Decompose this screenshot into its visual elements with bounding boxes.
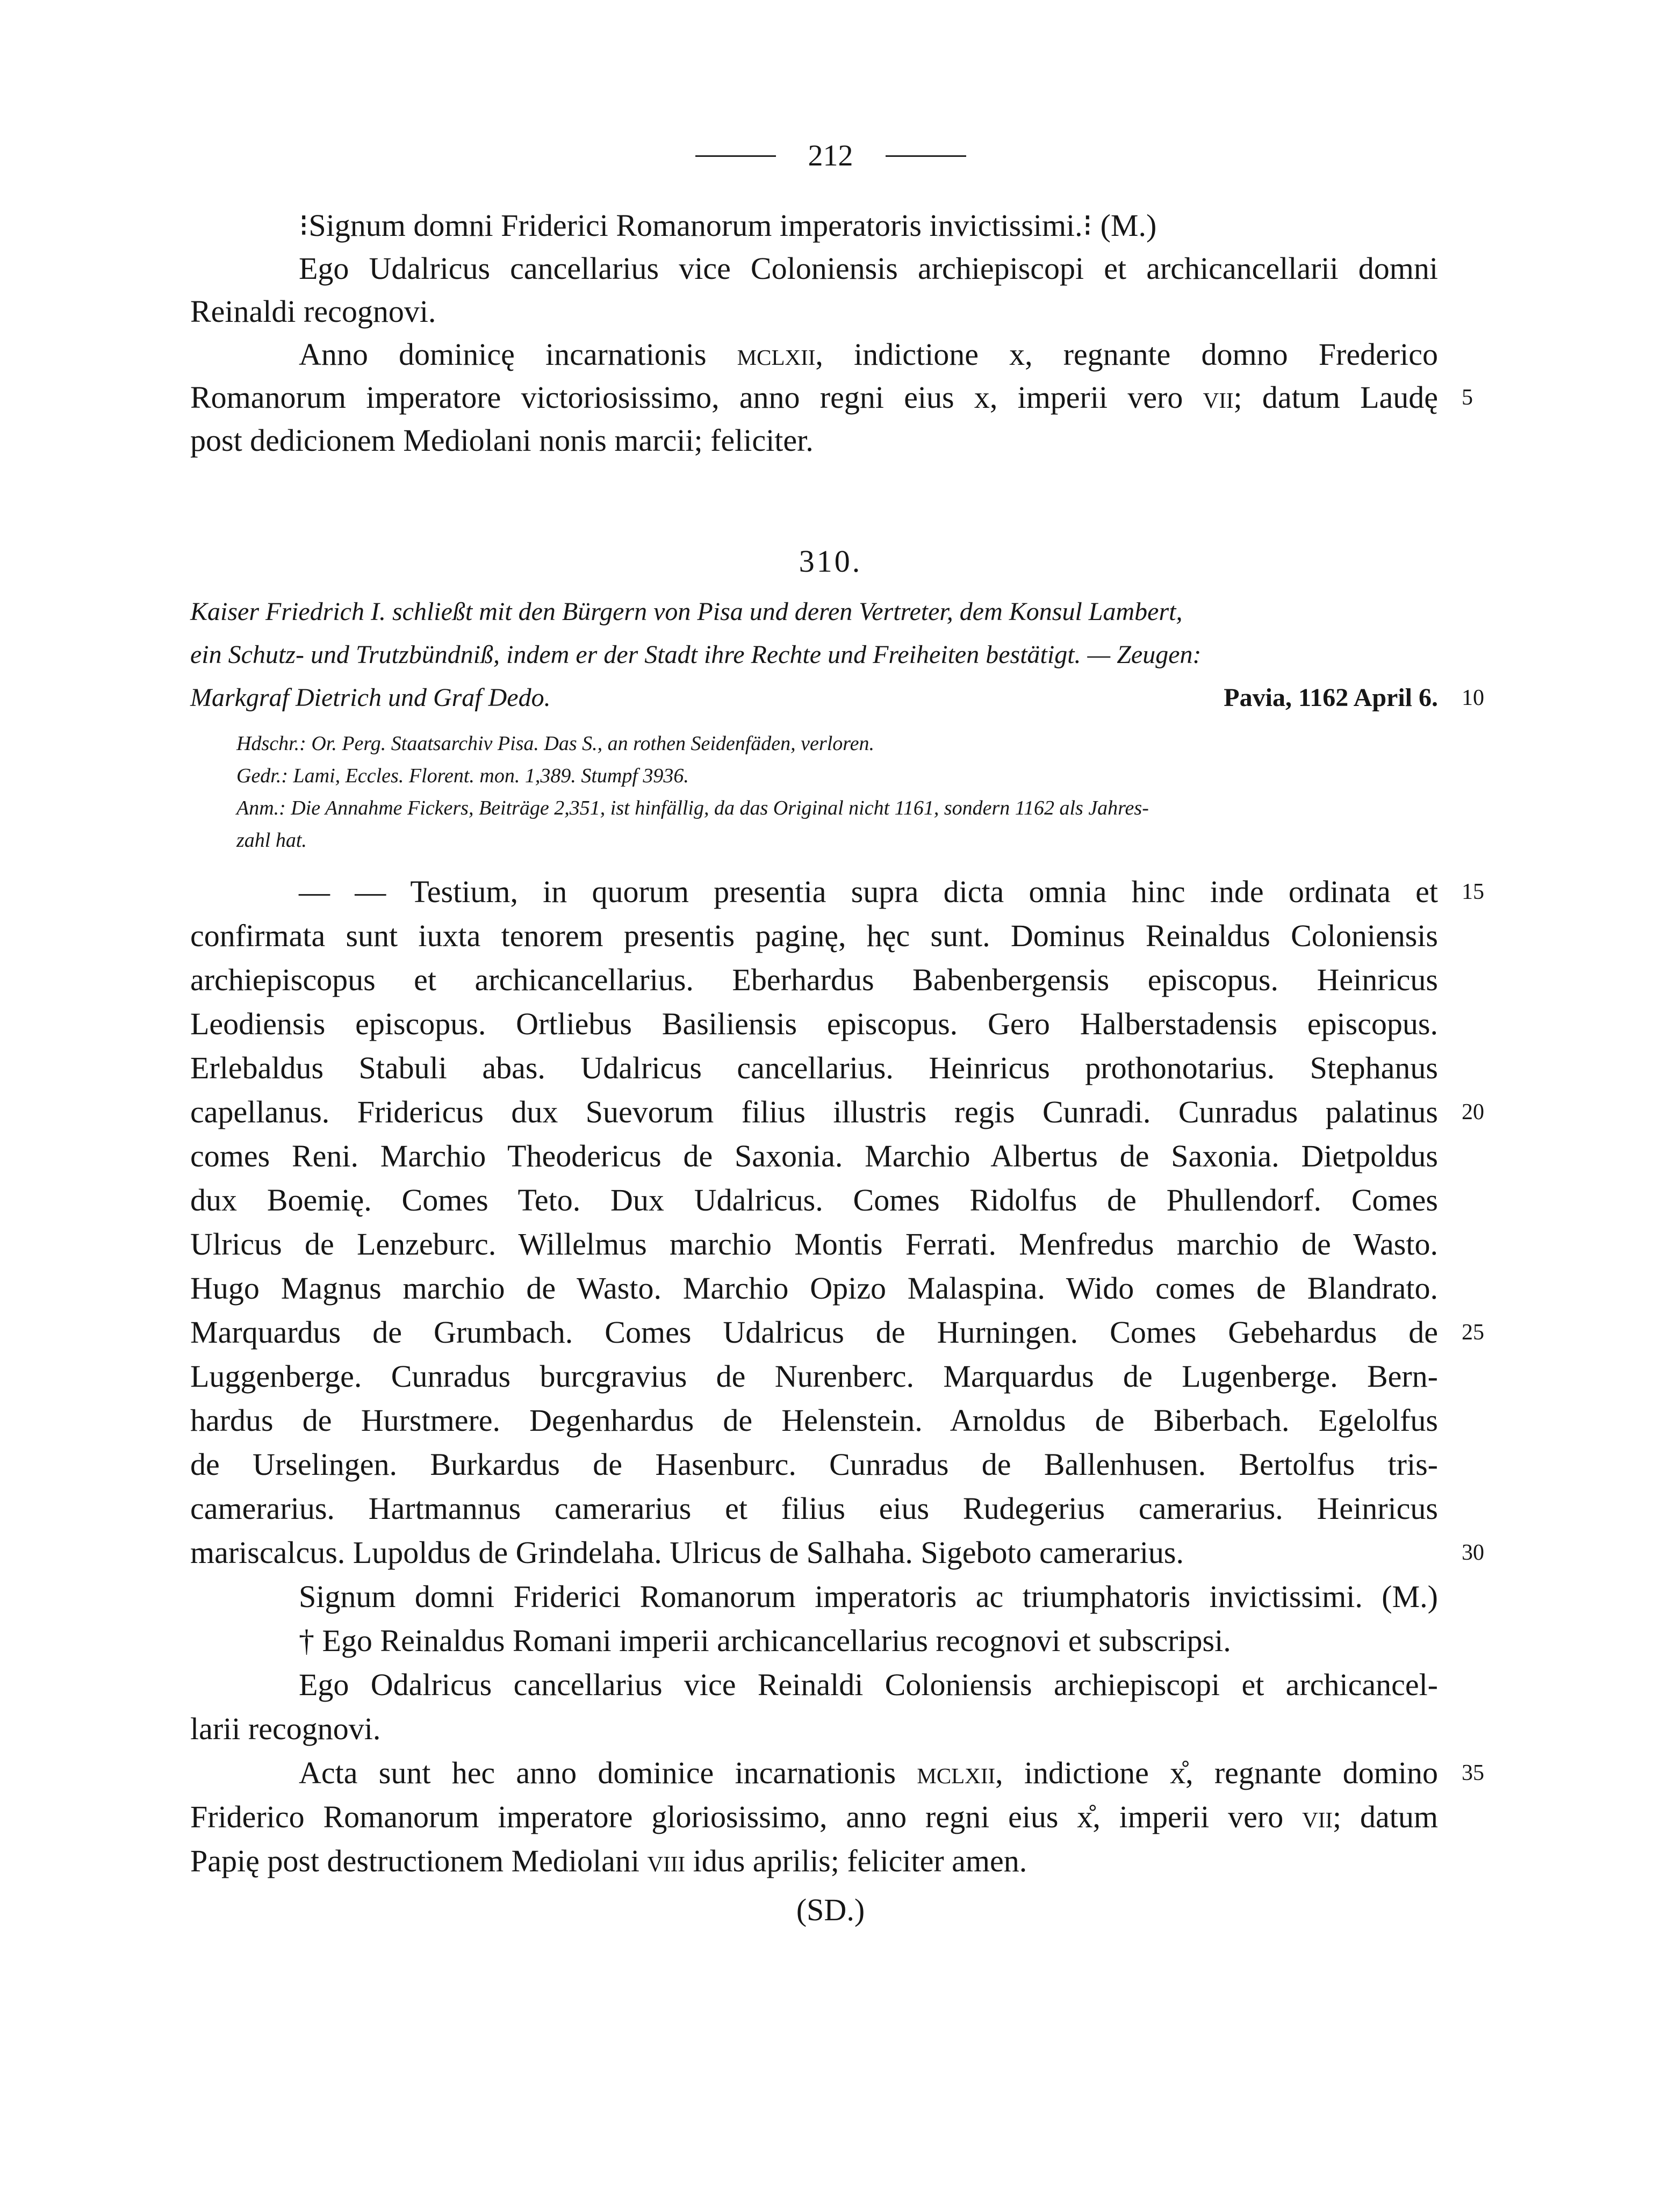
charter-number: 310.: [799, 544, 862, 579]
text-line: hardus de Hurstmere. Degenhardus de Helenstein. Arnoldus de Biberbach. Egelolfus: [190, 1403, 1438, 1438]
text-line: † Ego Reinaldus Romani imperii archicancellarius recognovi et subscripsi.: [299, 1623, 1231, 1658]
note-remark: Anm.: Die Annahme Fickers, Beiträge 2,351, ist hinfällig, da das Original nicht 1161, sondern 1162 als Jahres-: [236, 797, 1149, 819]
regest-line: Markgraf Dietrich und Graf Dedo.: [190, 683, 551, 712]
text-line: Hugo Magnus marchio de Wasto. Marchio Opizo Malaspina. Wido comes de Blandrato.: [190, 1271, 1438, 1306]
text-line: Signum domni Friderici Romanorum imperatoris ac triumphatoris invictissimi. (M.): [299, 1579, 1438, 1614]
line-number: 30: [1462, 1540, 1484, 1565]
text-line: confirmata sunt iuxta tenorem presentis paginę, hęc sunt. Dominus Reinaldus Coloniensis: [190, 918, 1438, 953]
text-line: capellanus. Fridericus dux Suevorum filius illustris regis Cunradi. Cunradus palatinus: [190, 1094, 1438, 1129]
line-number: 5: [1462, 385, 1473, 410]
header-rule-left: [695, 155, 776, 157]
text-line: Marquardus de Grumbach. Comes Udalricus de Hurningen. Comes Gebehardus de: [190, 1315, 1438, 1350]
text-line: Friderico Romanorum imperatore gloriosissimo, anno regni eius x̊, imperii vero vii; datum: [190, 1799, 1438, 1834]
roman-numeral: mclxii: [737, 337, 816, 372]
note-manuscript: Hdschr.: Or. Perg. Staatsarchiv Pisa. Das S., an rothen Seidenfäden, verloren.: [236, 732, 874, 755]
note-remark-cont: zahl hat.: [236, 829, 307, 852]
line-number: 35: [1462, 1761, 1484, 1785]
text-line: Leodiensis episcopus. Ortliebus Basiliensis episcopus. Gero Halberstadensis episcopus.: [190, 1006, 1438, 1041]
text-line: Anno dominicę incarnationis mclxii, indictione x, regnante domno Frederico: [299, 337, 1438, 372]
roman-numeral: mclxii: [917, 1755, 996, 1790]
text-line: dux Boemię. Comes Teto. Dux Udalricus. Comes Ridolfus de Phullendorf. Comes: [190, 1183, 1438, 1217]
place-date: Pavia, 1162 April 6.: [1224, 683, 1438, 712]
page-header: [0, 134, 1661, 177]
text-line: mariscalcus. Lupoldus de Grindelaha. Ulricus de Salhaha. Sigeboto camerarius.: [190, 1535, 1184, 1570]
roman-numeral: viii: [647, 1843, 686, 1878]
roman-numeral: vii: [1302, 1799, 1333, 1834]
line-number: 10: [1462, 686, 1484, 710]
text-line: de Urselingen. Burkardus de Hasenburc. Cunradus de Ballenhusen. Bertolfus tris-: [190, 1447, 1438, 1482]
text-line: Reinaldi recognovi.: [190, 294, 436, 329]
text-line: Erlebaldus Stabuli abas. Udalricus cancellarius. Heinricus prothonotarius. Stephanus: [190, 1050, 1438, 1085]
line-number: 15: [1462, 880, 1484, 904]
regest-line: ein Schutz- und Trutzbündniß, indem er der Stadt ihre Rechte und Freiheiten bestätigt. — Zeugen:: [190, 640, 1202, 669]
text-line: Acta sunt hec anno dominice incarnationis mclxii, indictione x̊, regnante domino: [299, 1755, 1438, 1790]
text-line: Ulricus de Lenzeburc. Willelmus marchio Montis Ferrati. Menfredus marchio de Wasto.: [190, 1227, 1438, 1262]
closing-mark: (SD.): [796, 1892, 865, 1927]
regest-line: Kaiser Friedrich I. schließt mit den Bürgern von Pisa und deren Vertreter, dem Konsul Lambert,: [190, 597, 1183, 626]
text-line: — — Testium, in quorum presentia supra dicta omnia hinc inde ordinata et: [299, 874, 1438, 909]
note-printed: Gedr.: Lami, Eccles. Florent. mon. 1,389. Stumpf 3936.: [236, 765, 689, 787]
page-number: 212: [808, 139, 853, 172]
text-line: ⁝Signum domni Friderici Romanorum imperatoris invictissimi.⁝ (M.): [299, 208, 1157, 243]
text-line: Romanorum imperatore victoriosissimo, anno regni eius x, imperii vero vii; datum Laudę: [190, 380, 1438, 415]
roman-numeral: vii: [1203, 380, 1234, 415]
text-line: post dedicionem Mediolani nonis marcii; feliciter.: [190, 423, 814, 458]
text-line: archiepiscopus et archicancellarius. Eberhardus Babenbergensis episcopus. Heinricus: [190, 962, 1438, 997]
line-number: 25: [1462, 1320, 1484, 1345]
header-rule-right: [886, 155, 966, 157]
line-number: 20: [1462, 1100, 1484, 1125]
text-line: Ego Udalricus cancellarius vice Coloniensis archiepiscopi et archicancellarii domni: [299, 251, 1438, 286]
text-line: camerarius. Hartmannus camerarius et filius eius Rudegerius camerarius. Heinricus: [190, 1491, 1438, 1526]
text-line: Ego Odalricus cancellarius vice Reinaldi Coloniensis archiepiscopi et archicancel-: [299, 1667, 1438, 1702]
text-line: larii recognovi.: [190, 1711, 381, 1746]
text-line: Papię post destructionem Mediolani viii idus aprilis; feliciter amen.: [190, 1843, 1027, 1878]
text-line: Luggenberge. Cunradus burcgravius de Nurenberc. Marquardus de Lugenberge. Bern-: [190, 1359, 1438, 1394]
text-line: comes Reni. Marchio Theodericus de Saxonia. Marchio Albertus de Saxonia. Dietpoldus: [190, 1139, 1438, 1173]
